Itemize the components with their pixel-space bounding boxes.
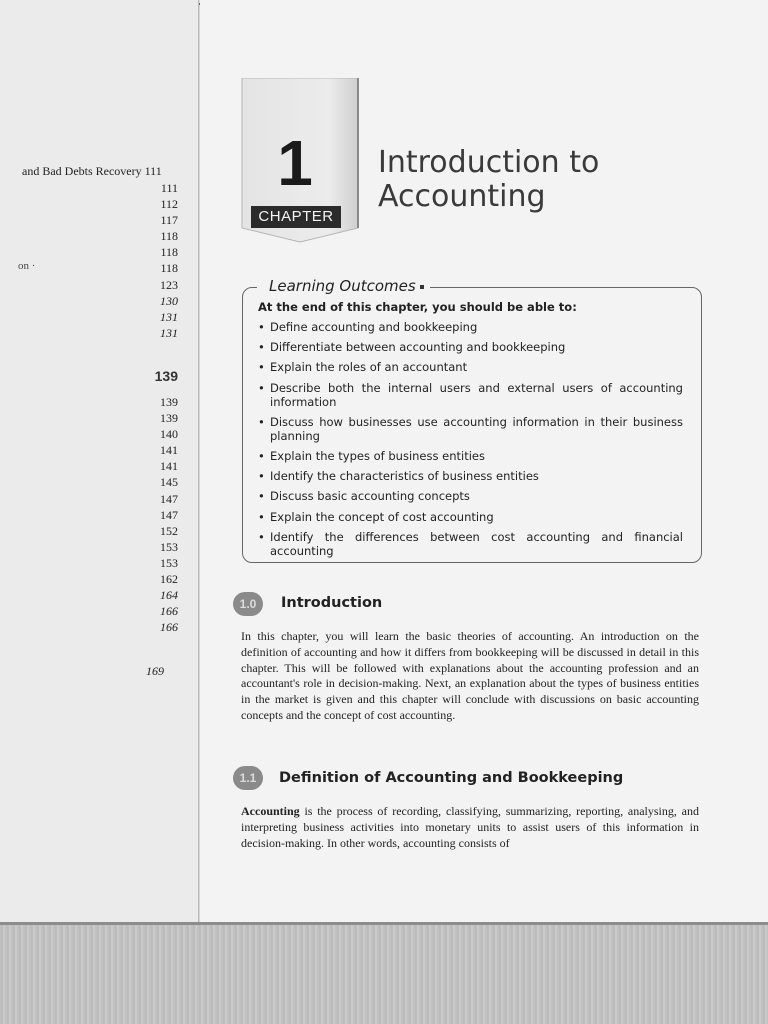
list-item: • Identify the differences between cost accounting and financial accounting [258, 530, 683, 558]
learning-outcomes-intro: At the end of this chapter, you should be able to: [258, 300, 577, 314]
list-item: • Explain the concept of cost accounting [258, 510, 683, 524]
toc-page-number: 112 [160, 197, 178, 212]
toc-page-numbers-b [120, 394, 178, 635]
toc-page-number: 166 [160, 620, 178, 635]
toc-page-number: 139 [160, 411, 178, 426]
toc-page-number: 118 [160, 229, 178, 244]
scanner-bed-texture [0, 925, 768, 1024]
toc-page-number: 145 [160, 475, 178, 490]
list-item: • Describe both the internal users and external users of accounting information [258, 381, 683, 409]
toc-page-number: 123 [160, 277, 178, 292]
toc-page-number: 140 [160, 427, 178, 442]
toc-stray-text: on · [18, 260, 36, 272]
section-number-badge: 1.1 [233, 766, 263, 790]
toc-page-number: 139 [160, 395, 178, 409]
toc-page-number: 164 [160, 588, 178, 603]
chapter-number: 1 [277, 127, 313, 199]
toc-section-page: 139 [154, 368, 178, 384]
toc-page-number: 131 [160, 325, 178, 340]
list-item: • Discuss basic accounting concepts [258, 489, 683, 503]
section-heading: Introduction [281, 595, 383, 611]
toc-entry: and Bad Debts Recovery 111 [22, 164, 162, 178]
toc-page-numbers-a [120, 180, 178, 341]
section-heading: Definition of Accounting and Bookkeeping [279, 770, 624, 786]
toc-page-number: 166 [160, 604, 178, 619]
toc-page-number: 131 [160, 309, 178, 324]
toc-page-number: 162 [160, 572, 178, 587]
learning-outcomes-list [258, 320, 683, 564]
toc-page-number: 130 [160, 293, 178, 308]
list-item: • Define accounting and bookkeeping [258, 320, 683, 334]
chapter-title-line: Accounting [378, 179, 546, 214]
toc-page-number-last: 169 [146, 664, 164, 678]
list-item: • Identify the characteristics of business entities [258, 469, 683, 483]
toc-page-number: 152 [160, 523, 178, 538]
learning-outcomes-heading [257, 277, 430, 295]
toc-page-number: 111 [160, 181, 178, 195]
toc-page-number: 153 [160, 539, 178, 554]
section-number-badge: 1.0 [233, 592, 263, 616]
toc-page-number: 118 [160, 261, 178, 276]
toc-page-number: 118 [160, 245, 178, 260]
learning-outcomes-title: Learning Outcomes [269, 277, 416, 295]
list-item: • Explain the types of business entities [258, 449, 683, 463]
toc-page-number: 141 [160, 459, 178, 474]
chapter-label: CHAPTER [251, 206, 341, 228]
paragraph-text: is the process of recording, classifying, summarizing, reporting, analysing, and interpreting business activities into monetary units to assist users of this information in decision-making. In other words, accounting consists of [241, 804, 699, 850]
toc-page-number: 153 [160, 555, 178, 570]
list-item: • Discuss how businesses use accounting information in their business planning [258, 415, 683, 443]
key-term: Accounting [241, 804, 300, 818]
toc-page-number: 117 [160, 213, 178, 228]
toc-page-number: 147 [160, 507, 178, 522]
chapter-title [378, 146, 599, 214]
heading-marker-icon [420, 285, 424, 289]
toc-page-number: 141 [160, 443, 178, 458]
list-item: • Explain the roles of an accountant [258, 360, 683, 374]
toc-page-number: 147 [160, 491, 178, 506]
chapter-title-line: Introduction to [378, 145, 600, 180]
section-paragraph: In this chapter, you will learn the basic theories of accounting. An introduction on the definition of accounting and how it differs from bookkeeping will be discussed in detail in this chapter. This will be followed with explanations about the accounting profession and an accountant's role in decision-making. Next, an explanation about the types of business entities in the market is given and this chapter will conclude with discussions on basic accounting concepts and the concept of cost accounting. [241, 629, 699, 722]
section-paragraph [241, 804, 699, 851]
list-item: • Differentiate between accounting and bookkeeping [258, 340, 683, 354]
